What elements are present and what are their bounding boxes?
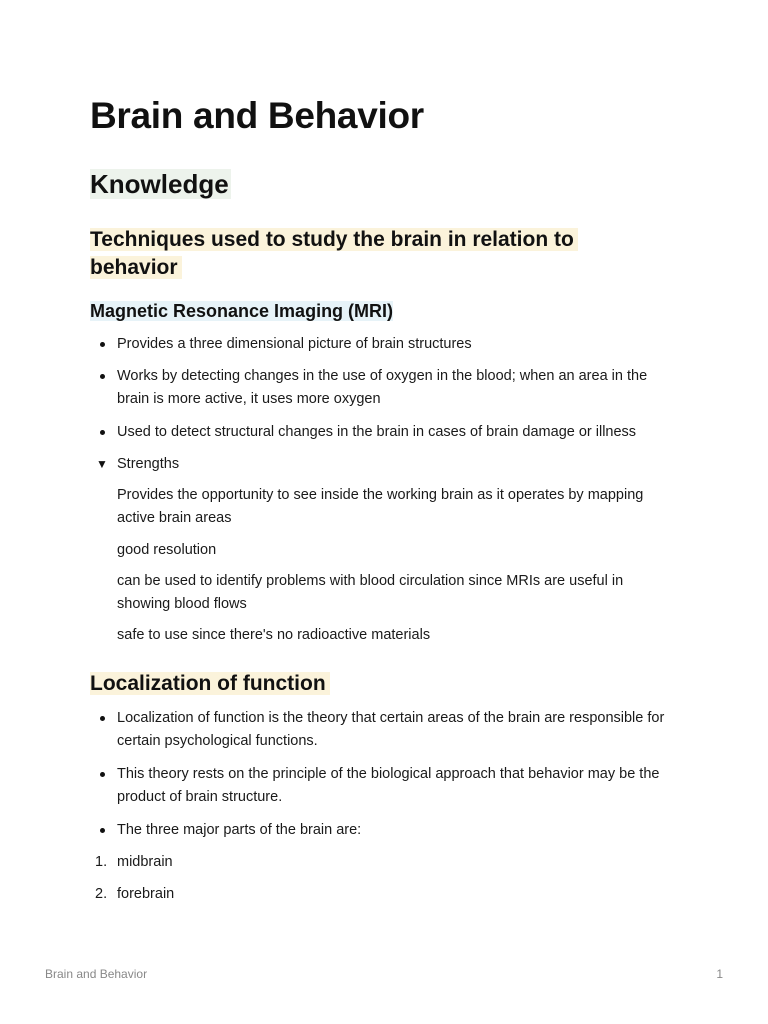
numbered-item (95, 851, 677, 874)
footer-page-number: 1 (716, 967, 723, 981)
toggle-content-text: good resolution (117, 542, 217, 558)
toggle-content-item (117, 484, 677, 530)
bullet-dot (100, 342, 105, 347)
list-item-text: Works by detecting changes in the use of oxygen in the blood; when an area in the brain is more active, it uses more oxygen (117, 368, 648, 407)
list-item-text: This theory rests on the principle of the biological approach that behavior may be the product of brain structure. (117, 766, 660, 805)
heading-knowledge (90, 168, 231, 200)
list-item-text: Provides a three dimensional picture of brain structures (117, 336, 472, 352)
list-item-text: Localization of function is the theory that certain areas of the brain are responsible for certain psychological functions. (117, 710, 665, 749)
bullet-dot (100, 374, 105, 379)
triangle-down-icon[interactable]: ▼ (96, 457, 108, 471)
numbered-item-text: forebrain (117, 886, 175, 902)
footer-title: Brain and Behavior (45, 967, 148, 981)
heading-localization-text: Localization of function (90, 672, 330, 695)
toggle-content-item (117, 570, 677, 616)
list-item-text: Used to detect structural changes in the brain in cases of brain damage or illness (117, 424, 637, 440)
heading-techniques-text: Techniques used to study the brain in relation to behavior (90, 228, 578, 279)
bullet-dot (100, 430, 105, 435)
heading-mri (90, 299, 393, 323)
list-item (117, 365, 677, 411)
list-item (117, 763, 677, 809)
heading-techniques (90, 226, 630, 282)
toggle-content-text: can be used to identify problems with blood circulation since MRIs are useful in showing blood flows (117, 573, 624, 612)
bullet-dot (100, 716, 105, 721)
heading-localization (90, 670, 630, 698)
bullet-dot (100, 828, 105, 833)
list-number: 1. (95, 854, 108, 870)
numbered-item-text: midbrain (117, 854, 173, 870)
list-number: 2. (95, 886, 108, 902)
list-item (117, 421, 677, 444)
toggle-content-item (117, 539, 677, 562)
strengths-toggle[interactable] (96, 453, 677, 476)
list-item (117, 819, 677, 842)
toggle-content-text: Provides the opportunity to see inside the working brain as it operates by mapping active brain areas (117, 487, 644, 526)
heading-knowledge-text: Knowledge (90, 169, 229, 199)
list-item-text: The three major parts of the brain are: (117, 822, 362, 838)
toggle-content-text: safe to use since there's no radioactive materials (117, 627, 431, 643)
page-title: Brain and Behavior (90, 95, 424, 136)
toggle-content-item (117, 624, 677, 647)
heading-mri-text: Magnetic Resonance Imaging (MRI) (90, 301, 394, 321)
bullet-dot (100, 772, 105, 777)
list-item (117, 707, 677, 753)
numbered-item (95, 883, 677, 906)
list-item (117, 333, 677, 356)
strengths-toggle-label[interactable]: Strengths (117, 456, 180, 472)
